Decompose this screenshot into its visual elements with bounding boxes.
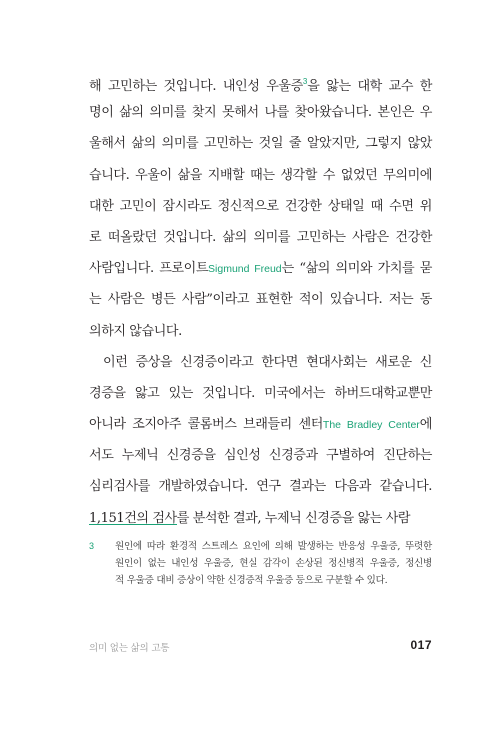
running-title: 의미 없는 삶의 고통 [89,643,170,654]
body-text-run: 서도 누제닉 신경증을 심인성 신경증과 구별하여 진단하는 [89,448,432,464]
body-line [89,66,432,97]
body-line [89,347,432,378]
body-text-run: 울해서 삶의 의미를 고민하는 것일 줄 알았지만, 그렇지 않았 [89,136,432,152]
footnote-reference: 3 [302,77,308,86]
body-line [89,191,432,222]
body-line [89,316,432,347]
body-text-run: 의하지 않습니다. [89,323,182,339]
footnote [89,538,432,589]
body-line [89,253,432,284]
body-text-run: 대한 고민이 잠시라도 정신적으로 건강한 상태일 때 수면 위 [89,198,432,214]
english-gloss: Sigmund Freud [208,263,282,276]
body-text-run: 에 [419,417,432,433]
body-line [89,97,432,128]
body-text-run: 이런 증상을 신경증이라고 한다면 현대사회는 새로운 신 [103,354,432,370]
footnote-line: 원인에 따라 환경적 스트레스 요인에 의해 발생하는 반응성 우울증, 뚜렷한 [115,541,432,552]
body-text-run: 는 “삶의 의미와 가치를 묻 [281,261,432,277]
body-text-run: 아니라 조지아주 콜롬버스 브래들리 센터 [89,417,323,433]
body-text-run: 는 사람은 병든 사람”이라고 표현한 적이 있습니다. 저는 동 [89,292,432,308]
body-text-run: 습니다. 우울이 삶을 지배할 때는 생각할 수 없었던 무의미에 [89,167,432,183]
footnote-body [115,538,432,589]
body-line [89,471,432,502]
body-text-run: 해 고민하는 것입니다. 내인성 우울증 [89,79,303,94]
body-text-run: 명이 삶의 의미를 찾지 못해서 나를 찾아왔습니다. 본인은 우 [89,105,432,121]
body-line [89,440,432,471]
body-line [89,160,432,191]
body-line [89,503,432,534]
english-gloss: The Bradley Center [322,419,420,432]
body-line [89,378,432,409]
body-line [89,409,432,440]
body-text-run: 심리검사를 개발하였습니다. 연구 결과는 다음과 같습니다. [89,479,432,495]
footnote-line: 적 우울증 대비 증상이 약한 신경증적 우울증 등으로 구분할 수 있다. [115,575,388,586]
body-text-run: 경증을 앓고 있는 것입니다. 미국에서는 하버드대학교뿐만 [89,385,432,401]
body-text-run: 1,151건의 검사를 분석한 결과, 누제닉 신경증을 앓는 사람 [89,510,411,526]
page-number: 017 [410,638,432,652]
body-text-run: 을 앓는 대학 교수 한 [307,79,432,94]
footnote-rule [89,524,177,525]
body-line [89,222,432,253]
footnote-line: 원인이 없는 내인성 우울증, 현실 감각이 손상된 정신병적 우울증, 정신병 [115,558,432,569]
body-line [89,128,432,159]
footnote-number: 3 [89,541,95,551]
body-text-run: 로 떠올랐던 것입니다. 삶의 의미를 고민하는 사람은 건강한 [89,229,432,245]
body-text [89,66,432,534]
body-line [89,284,432,315]
body-text-run: 사람입니다. 프로이트 [89,261,209,277]
